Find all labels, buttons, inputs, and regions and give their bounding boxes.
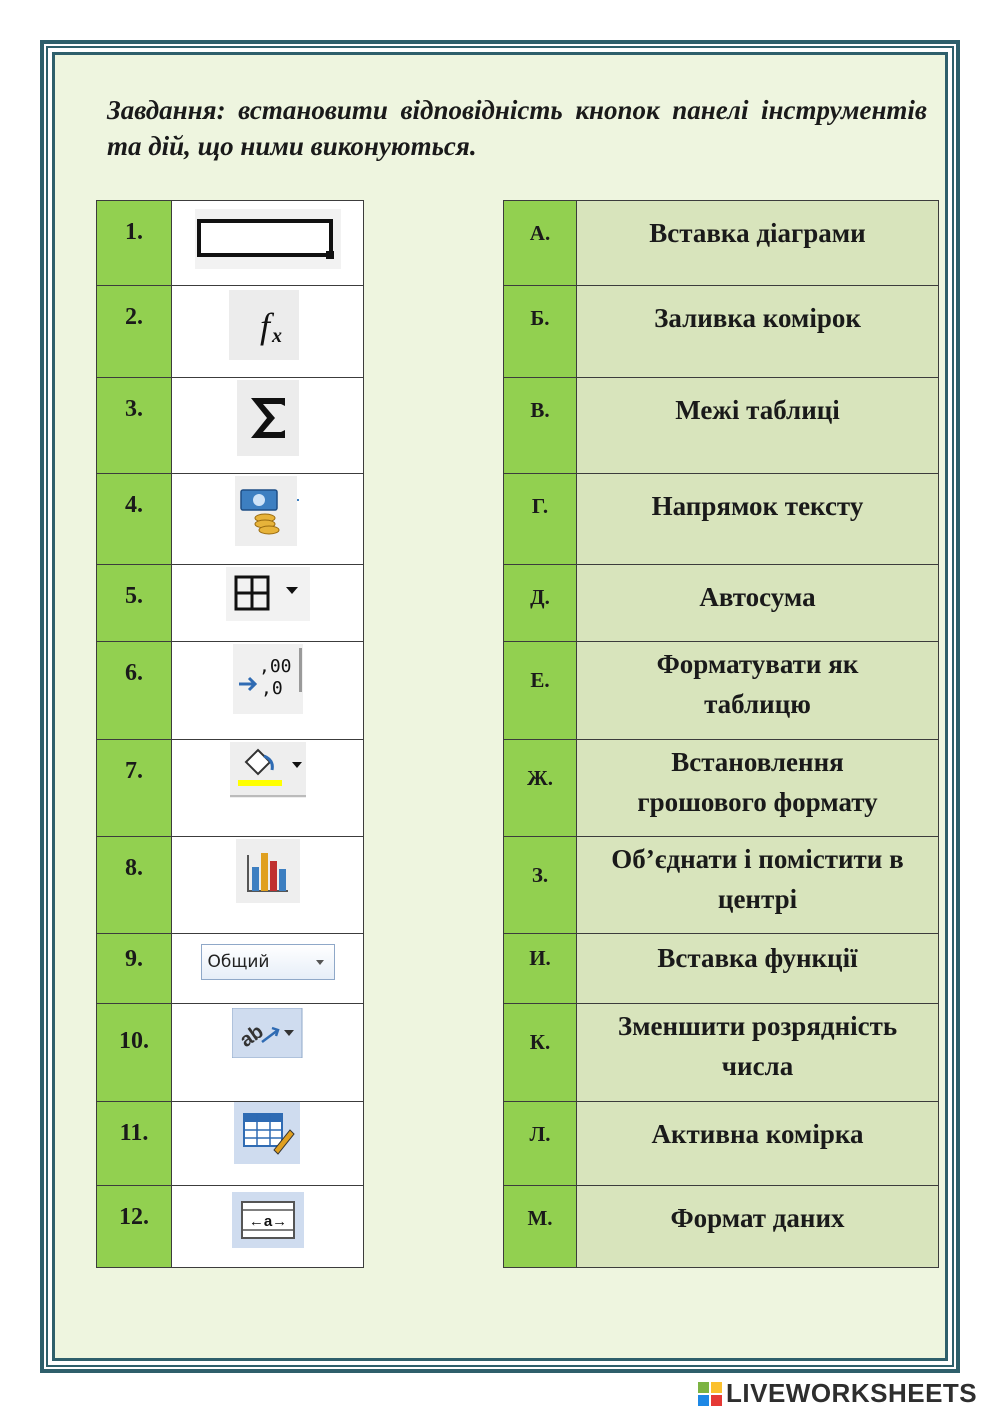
answer-text: Форматувати як таблицю [656, 649, 859, 719]
answer-letter: А. [529, 221, 551, 245]
table-row [97, 565, 364, 642]
borders-dropdown-icon [226, 567, 310, 621]
liveworksheets-watermark [698, 1378, 977, 1408]
item-number: 8. [125, 855, 143, 881]
text-orientation-icon [232, 1008, 304, 1058]
merge-center-icon [232, 1192, 304, 1248]
answer-letter: В. [530, 398, 550, 422]
item-number: 1. [125, 219, 143, 245]
svg-text:ab: ab [235, 1020, 268, 1052]
toolbar-buttons-table [96, 200, 364, 1268]
table-row [504, 1004, 939, 1102]
item-number: 3. [125, 396, 143, 422]
task-instruction: Завдання: встановити відповідність кнопок панелі інструментів та дій, що ними виконуються. [107, 95, 927, 161]
answer-text: Активна комірка [651, 1119, 864, 1149]
answer-text: Об’єднати і помістити в центрі [611, 844, 904, 914]
answer-letter: Б. [530, 306, 550, 330]
number-format-dropdown[interactable] [201, 944, 335, 980]
answer-letter: И. [529, 946, 551, 970]
answer-letter: З. [531, 863, 549, 887]
answer-letter: Л. [529, 1122, 551, 1146]
number-format-value: Общий [207, 952, 270, 972]
answer-text: Автосума [699, 582, 816, 612]
item-number: 2. [125, 304, 143, 330]
item-number: 12. [119, 1204, 149, 1230]
fill-color-icon [230, 742, 306, 798]
table-row [504, 201, 939, 286]
answer-text: Межі таблиці [675, 395, 840, 425]
item-number: 9. [125, 946, 143, 972]
format-as-table-icon [234, 1102, 302, 1164]
item-number: 11. [119, 1120, 149, 1146]
table-row [97, 934, 364, 1004]
item-number: 10. [119, 1028, 149, 1054]
currency-format-icon [235, 476, 301, 546]
item-number: 5. [125, 583, 143, 609]
chevron-down-icon [314, 959, 326, 967]
answer-text: Заливка комірок [654, 303, 861, 333]
table-row [97, 378, 364, 474]
table-row [504, 740, 939, 837]
answer-letter: Ж. [526, 766, 553, 790]
active-cell-icon [195, 209, 341, 269]
table-row [97, 642, 364, 740]
actions-table [503, 200, 939, 1268]
table-row [97, 286, 364, 378]
svg-text:←a→: ←a→ [248, 1213, 287, 1230]
liveworksheets-logo-icon [698, 1382, 722, 1406]
table-row [504, 565, 939, 642]
table-row [97, 740, 364, 837]
table-row [504, 1102, 939, 1186]
item-number: 6. [125, 660, 143, 686]
answer-letter: Е. [530, 668, 550, 692]
table-row [97, 474, 364, 565]
answer-letter: Г. [531, 494, 549, 518]
svg-text:,00: ,00 [258, 656, 292, 677]
watermark-text: LIVEWORKSHEETS [726, 1378, 978, 1408]
item-number: 7. [125, 758, 143, 784]
table-row [97, 201, 364, 286]
answer-text: Вставка діаграми [649, 218, 866, 248]
table-row [97, 1004, 364, 1102]
answer-text: Зменшити розрядність числа [617, 1011, 898, 1081]
answer-text: Формат даних [670, 1203, 845, 1233]
svg-text:,0: ,0 [260, 678, 283, 699]
table-row [97, 1102, 364, 1186]
table-row [97, 1186, 364, 1268]
table-row [97, 837, 364, 934]
table-row [504, 934, 939, 1004]
fx-function-icon [229, 290, 307, 360]
table-row [504, 378, 939, 474]
table-row [504, 474, 939, 565]
item-number: 4. [125, 492, 143, 518]
answer-text: Встановлення грошового формату [637, 747, 878, 817]
table-row [504, 837, 939, 934]
answer-text: Вставка функції [657, 943, 858, 973]
answer-letter: М. [527, 1206, 553, 1230]
insert-chart-icon [236, 839, 300, 903]
svg-text:f: f [259, 306, 270, 346]
answer-text: Напрямок тексту [651, 491, 864, 521]
answer-letter: К. [529, 1030, 551, 1054]
table-row [504, 1186, 939, 1268]
sigma-autosum-icon [237, 380, 299, 456]
answer-letter: Д. [530, 585, 550, 609]
table-row [504, 642, 939, 740]
table-row [504, 286, 939, 378]
decrease-decimal-icon [233, 644, 303, 714]
svg-text:x: x [271, 325, 282, 347]
